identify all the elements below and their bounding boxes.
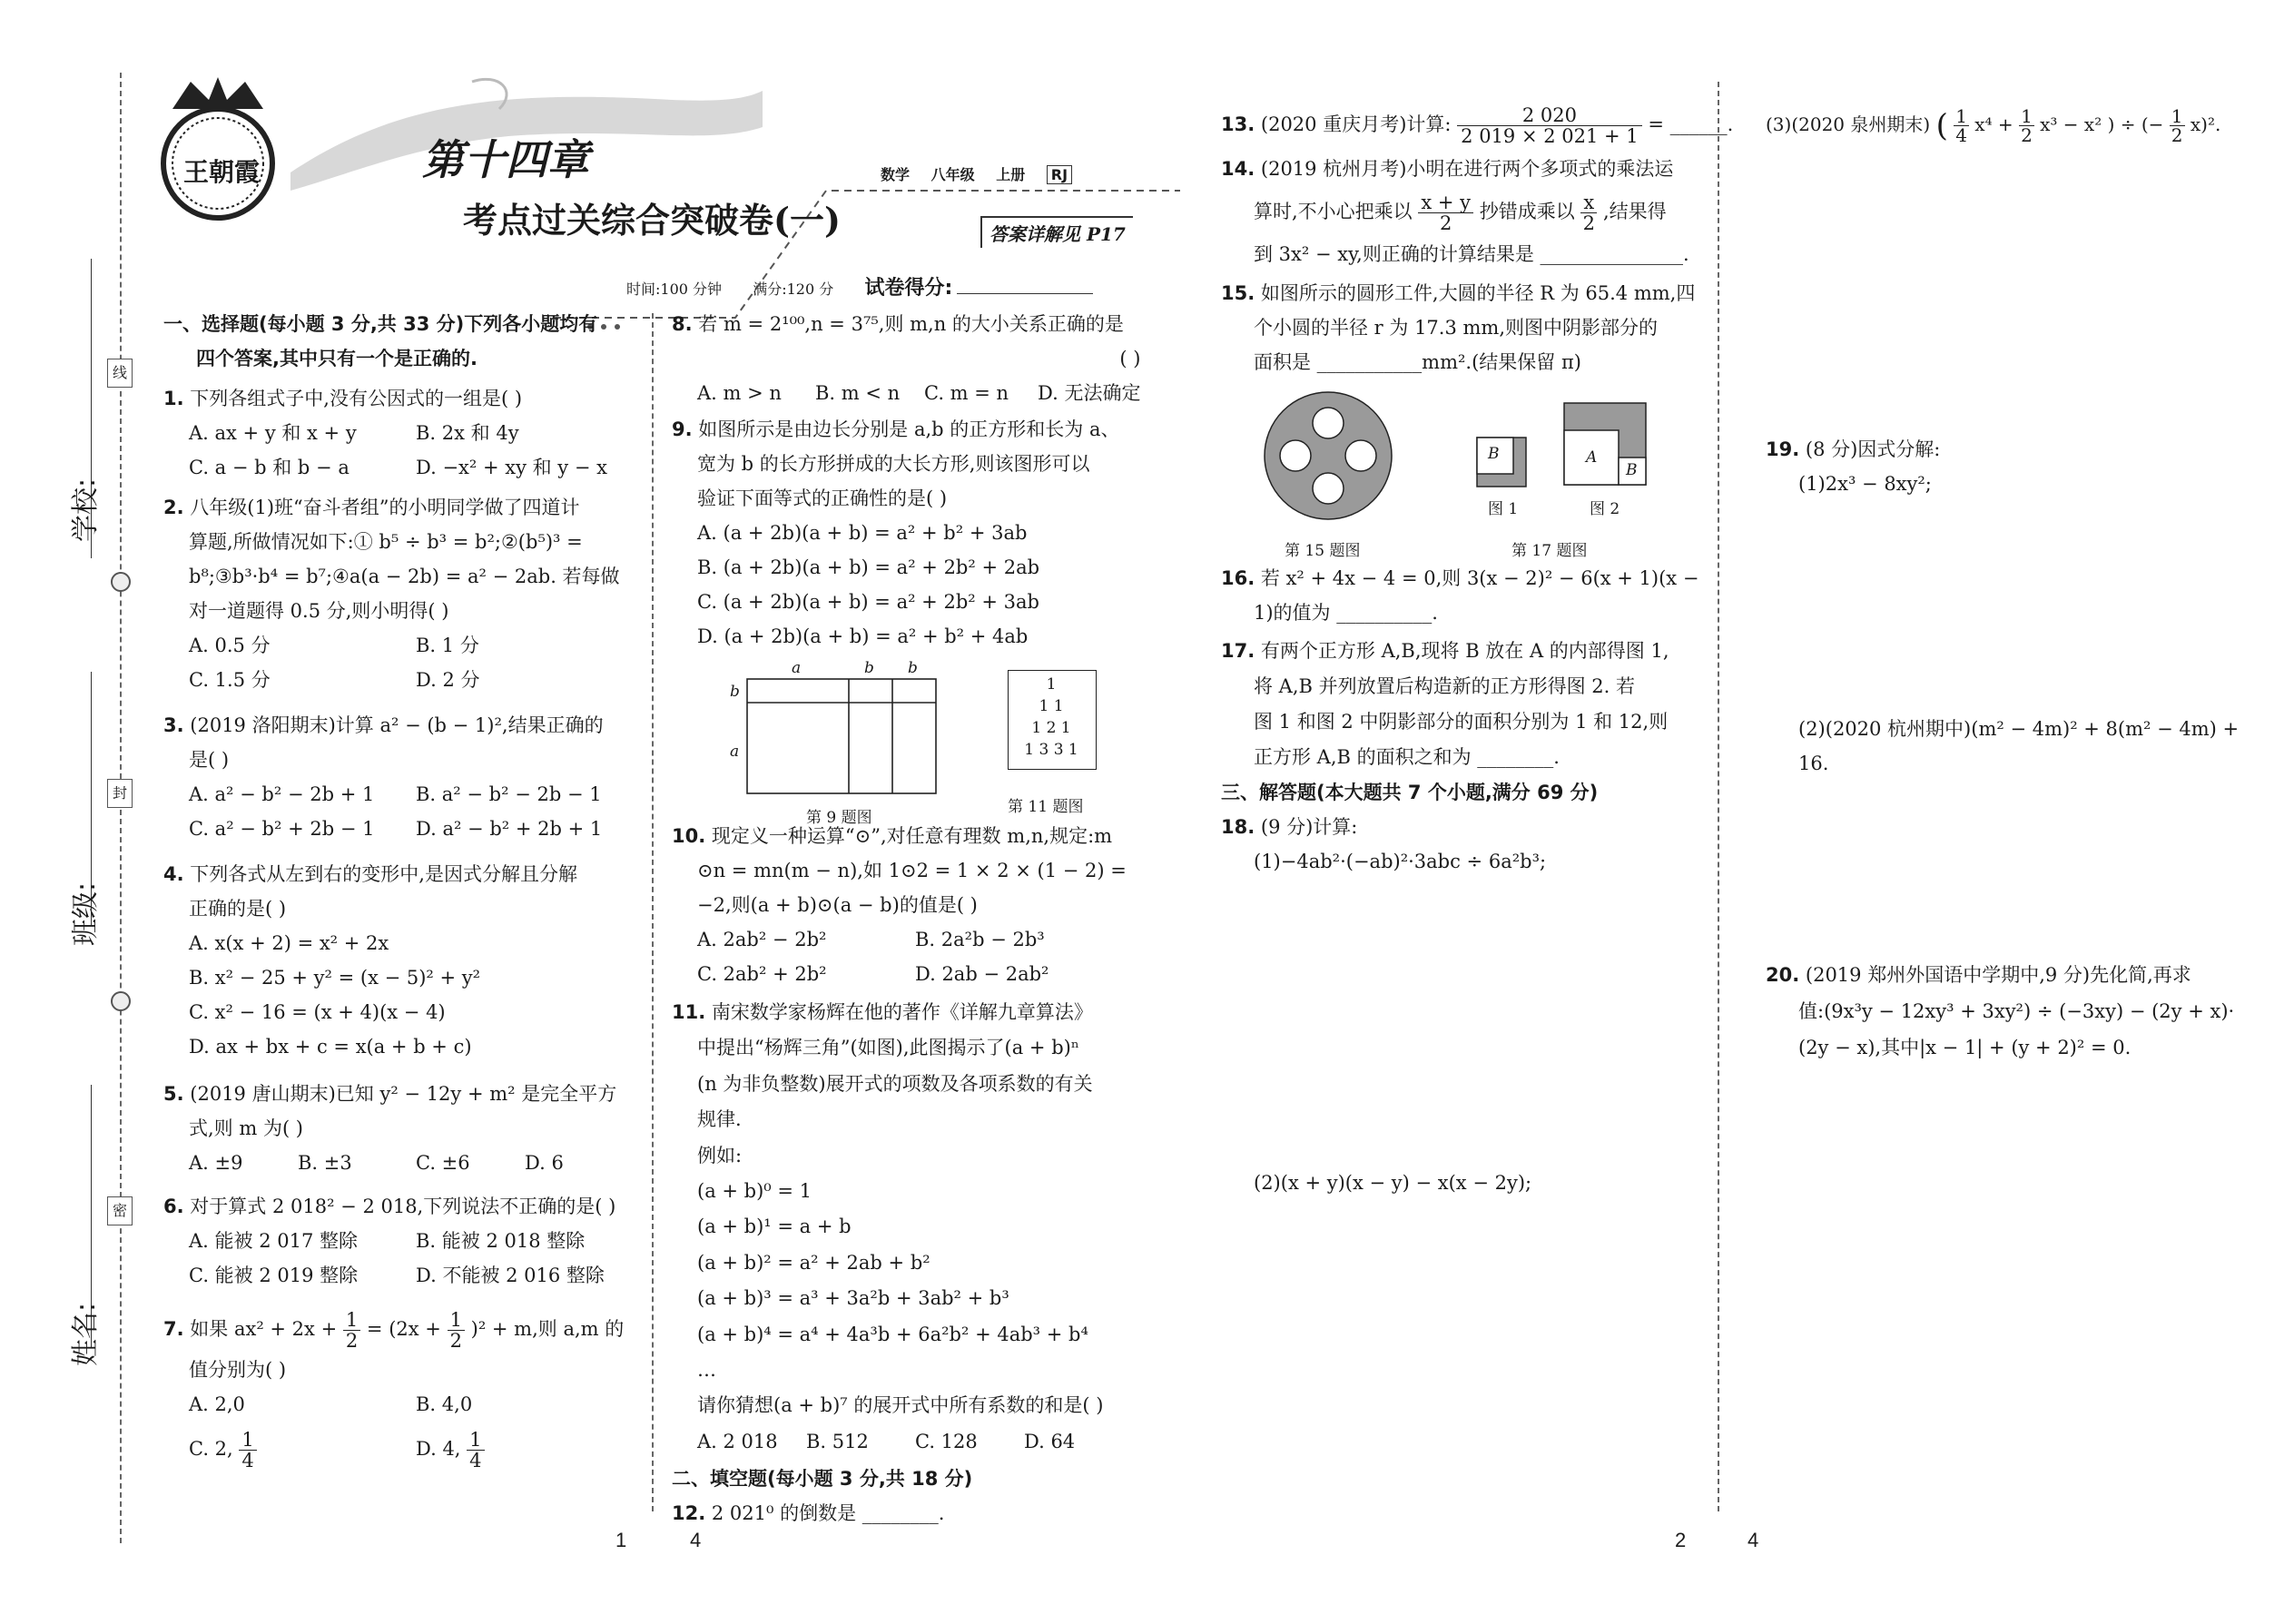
question-number: 2. xyxy=(163,497,184,518)
question-text: 现定义一种运算“⊙”,对任意有理数 m,n,规定:m xyxy=(711,825,1113,847)
option-c[interactable]: C. ±6 xyxy=(416,1152,470,1174)
question-17-blank[interactable]: 正方形 A,B 的面积之和为 ________. xyxy=(1254,746,1560,768)
question-number: 5. xyxy=(163,1083,184,1105)
question-text: (9 分)计算: xyxy=(1260,816,1358,838)
question-number: 15. xyxy=(1221,282,1255,304)
option-d[interactable]: D. 6 xyxy=(525,1152,564,1174)
question-number: 12. xyxy=(672,1502,706,1524)
question-text: 有两个正方形 A,B,现将 B 放在 A 的内部得图 1, xyxy=(1260,640,1669,662)
question-6 xyxy=(163,1189,615,1293)
fraction: $\frac{2 020}{2 019 \times 2 021 + 1}$ xyxy=(1457,105,1642,146)
section-fill-blank xyxy=(672,1462,972,1530)
fraction: $\frac{1}{2}$ xyxy=(343,1310,360,1351)
fraction: $\frac{1}{2}$ xyxy=(2021,105,2033,146)
example-line: (a + b)¹ = a + b xyxy=(697,1216,852,1238)
question-text: = (2x + xyxy=(366,1318,441,1340)
option-d[interactable]: D. 2 分 xyxy=(416,669,480,691)
fraction: $\frac{1}{2}$ xyxy=(448,1310,465,1351)
option-b[interactable]: B. a² − b² − 2b − 1 xyxy=(416,783,602,805)
binding-tag-seal: 封 xyxy=(107,779,133,808)
brand-logo-text: 王朝霞 xyxy=(183,157,261,187)
tag-subject: 数学 xyxy=(881,166,911,183)
question-text: (2019 杭州月考)小明在进行两个多项式的乘法运 xyxy=(1260,158,1674,180)
question-text: 抄错成乘以 xyxy=(1479,201,1575,222)
label-b-top: b xyxy=(908,659,918,677)
binding-dash-line xyxy=(120,73,122,1543)
question-text: 若 m = 2¹⁰⁰,n = 3⁷⁵,则 m,n 的大小关系正确的是 xyxy=(698,313,1124,335)
score-blank[interactable] xyxy=(957,293,1093,294)
question-number: 11. xyxy=(672,1001,706,1023)
question-1 xyxy=(163,381,607,485)
option-d[interactable]: D. −x² + xy 和 y − x xyxy=(416,457,607,478)
exam-info xyxy=(626,272,1093,300)
question-number: 4. xyxy=(163,863,184,885)
option-b[interactable]: B. 2x 和 4y xyxy=(416,422,519,444)
paper-title: 考点过关综合突破卷(一) xyxy=(463,200,841,241)
brand-logo xyxy=(154,73,281,227)
binding-margin xyxy=(0,0,127,1624)
question-text: 若 x² + 4x − 4 = 0,则 3(x − 2)² − 6(x + 1)(x − xyxy=(1260,567,1699,589)
question-text: 如果 ax² + 2x + xyxy=(190,1318,338,1340)
figure-15 xyxy=(1257,390,1403,560)
question-number: 6. xyxy=(163,1196,184,1217)
question-text: 验证下面等式的正确性的是( ) xyxy=(697,487,948,509)
question-text: 八年级(1)班“奋斗者组”的小明同学做了四道计 xyxy=(190,497,580,518)
question-text: 南宋数学家杨辉在他的著作《详解九章算法》 xyxy=(711,1001,1093,1023)
question-8 xyxy=(672,307,1140,410)
sub-question-1: (1)2x³ − 8xy²; xyxy=(1798,473,1932,495)
column-separator xyxy=(652,313,654,1511)
question-text: 图 1 和图 2 中阴影部分的面积分别为 1 和 12,则 xyxy=(1254,711,1669,733)
option-c[interactable]: C. 1.5 分 xyxy=(189,669,271,691)
label-b-top: b xyxy=(864,659,874,677)
fraction: $\frac{1}{4}$ xyxy=(1955,105,1967,146)
question-text: 如图所示的圆形工件,大圆的半径 R 为 65.4 mm,四 xyxy=(1260,282,1696,304)
question-number: 16. xyxy=(1221,567,1255,589)
fraction: $\frac{1}{2}$ xyxy=(2171,105,2183,146)
option-d[interactable]: D. a² − b² + 2b + 1 xyxy=(416,818,603,840)
page-total: 4 xyxy=(1748,1529,1759,1551)
page-number: 1 xyxy=(615,1529,627,1551)
question-text: −2,则(a + b)⊙(a − b)的值是( ) xyxy=(697,894,978,916)
question-text: 中提出“杨辉三角”(如图),此图揭示了(a + b)ⁿ xyxy=(697,1037,1079,1059)
label-b: B xyxy=(1488,445,1500,463)
circular-workpiece-diagram xyxy=(1257,390,1403,527)
option-b[interactable]: B. 1 分 xyxy=(416,635,479,656)
answer-blank[interactable]: = ______. xyxy=(1648,113,1734,135)
option-b[interactable]: B. 2a²b − 2b³ xyxy=(915,929,1045,950)
question-text: (2019 洛阳期末)计算 a² − (b − 1)²,结果正确的 xyxy=(190,714,604,736)
question-text: 如图所示是由边长分别是 a,b 的正方形和长为 a、 xyxy=(698,418,1120,440)
question-text: x)². xyxy=(2190,113,2221,135)
question-16-blank[interactable]: 1)的值为 __________. xyxy=(1254,602,1438,624)
question-text: (n 为非负整数)展开式的项数及各项系数的有关 xyxy=(697,1072,1093,1095)
option-b[interactable]: B. 能被 2 018 整除 xyxy=(416,1230,586,1252)
tag-grade: 八年级 xyxy=(930,166,975,183)
option-a[interactable]: A. 0.5 分 xyxy=(189,635,271,656)
option-c[interactable]: C. 128 xyxy=(915,1430,978,1452)
question-text: )² + m,则 a,m 的 xyxy=(470,1318,625,1340)
sub-question-3: (3)(2020 泉州期末) ( $\frac{1}{4}$ x⁴ + $\frac{1}{2}$ x³ − x² ) ÷ (− $\frac{1}{2}$ x)². xyxy=(1766,105,2221,146)
question-7 xyxy=(163,1305,624,1476)
question-3 xyxy=(163,708,604,846)
figure-1-label: 图 1 xyxy=(1488,500,1519,518)
question-text: 规律. xyxy=(697,1108,742,1131)
question-15 xyxy=(1221,276,1695,379)
rectangle-diagram xyxy=(726,659,962,813)
question-16 xyxy=(1221,561,1698,630)
example-line: (a + b)⁰ = 1 xyxy=(697,1180,812,1203)
section-heading: 三、解答题(本大题共 7 个小题,满分 69 分) xyxy=(1221,782,1599,803)
class-label: 班级: xyxy=(70,881,103,947)
option-c[interactable]: C. (a + 2b)(a + b) = a² + 2b² + 3ab xyxy=(697,591,1039,613)
figure-caption: 第 9 题图 xyxy=(806,809,872,827)
option-d[interactable]: D. (a + 2b)(a + b) = a² + b² + 4ab xyxy=(697,625,1029,647)
question-text: 值:(9x³y − 12xy³ + 3xy²) ÷ (−3xy) − (2y + x)· xyxy=(1798,1000,2235,1022)
option-d[interactable]: D. 64 xyxy=(1024,1430,1076,1452)
figure-caption: 第 11 题图 xyxy=(1008,798,1084,816)
example-line: … xyxy=(697,1359,716,1382)
question-19-part-2 xyxy=(1766,712,2239,781)
question-text: 将 A,B 并列放置后构造新的正方形得图 2. 若 xyxy=(1254,675,1636,697)
header xyxy=(136,73,1180,300)
sub-question-2: (2)(x + y)(x − y) − x(x − 2y); xyxy=(1254,1172,1532,1194)
school-label: 学校: xyxy=(70,477,103,543)
question-text: 个小圆的半径 r 为 17.3 mm,则图中阴影部分的 xyxy=(1254,317,1658,339)
fraction: $\frac{x}{2}$ xyxy=(1580,192,1597,233)
question-text: (2020 重庆月考)计算: xyxy=(1260,113,1452,135)
example-line: (a + b)² = a² + 2ab + b² xyxy=(697,1251,930,1274)
question-text: 对于算式 2 018² − 2 018,下列说法不正确的是( ) xyxy=(190,1196,616,1217)
question-text: 下列各组式子中,没有公因式的一组是( ) xyxy=(190,388,523,409)
answer-reference: 答案详解见 P17 xyxy=(980,216,1133,248)
option-a[interactable]: A. ±9 xyxy=(189,1152,243,1174)
figure-2-label: 图 2 xyxy=(1590,500,1620,518)
question-13 xyxy=(1221,102,1733,147)
question-number: 1. xyxy=(163,388,184,409)
option-a[interactable]: A. 2ab² − 2b² xyxy=(697,929,827,950)
question-text: 正确的是( ) xyxy=(189,898,287,920)
question-number: 9. xyxy=(672,418,693,440)
question-10 xyxy=(672,819,1127,991)
figure-11 xyxy=(980,670,1117,815)
example-line: (a + b)⁴ = a⁴ + 4a³b + 6a²b² + 4ab³ + b⁴ xyxy=(697,1323,1088,1345)
question-text: 对一道题得 0.5 分,则小明得( ) xyxy=(189,600,449,622)
option-b[interactable]: B. x² − 25 + y² = (x − 5)² + y² xyxy=(189,967,481,989)
option-a[interactable]: A. 能被 2 017 整除 xyxy=(189,1230,358,1252)
option-b[interactable]: B. (a + 2b)(a + b) = a² + 2b² + 2ab xyxy=(697,556,1040,578)
question-15-blank[interactable]: 面积是 ___________mm².(结果保留 π) xyxy=(1254,351,1581,373)
option-d[interactable]: D. 不能被 2 016 整除 xyxy=(416,1265,605,1286)
question-number: 17. xyxy=(1221,640,1255,662)
option-c[interactable]: C. 2ab² + 2b² xyxy=(697,963,827,985)
question-number: 19. xyxy=(1766,438,1800,460)
option-b[interactable]: B. m < n xyxy=(815,382,901,404)
option-c[interactable]: C. a² − b² + 2b − 1 xyxy=(189,818,375,840)
label-a: A xyxy=(1586,448,1598,467)
page-total: 4 xyxy=(690,1529,702,1551)
question-text: (3)(2020 泉州期末) xyxy=(1766,113,1931,135)
section-answer xyxy=(1221,775,1598,879)
option-a[interactable]: A. (a + 2b)(a + b) = a² + b² + 3ab xyxy=(697,522,1028,544)
question-text: 是( ) xyxy=(189,749,230,771)
question-text: (2019 郑州外国语中学期中,9 分)先化简,再求 xyxy=(1805,964,2191,986)
option-d[interactable]: D. ax + bx + c = x(a + b + c) xyxy=(189,1036,472,1058)
question-12-text[interactable]: 2 021⁰ 的倒数是 ________. xyxy=(711,1502,945,1524)
option-b[interactable]: B. 4,0 xyxy=(416,1393,473,1415)
question-19 xyxy=(1766,432,1940,501)
fraction: $\frac{x + y}{2}$ xyxy=(1418,192,1473,233)
option-d[interactable]: D. 2ab − 2ab² xyxy=(915,963,1049,985)
question-number: 10. xyxy=(672,825,706,847)
yanghui-triangle: 1 1 1 1 2 1 1 3 3 1 xyxy=(1024,675,1078,759)
option-b[interactable]: B. 512 xyxy=(806,1430,869,1452)
binding-tag-secret: 密 xyxy=(107,1196,133,1225)
question-number: 8. xyxy=(672,313,693,335)
option-a[interactable]: A. x(x + 2) = x² + 2x xyxy=(189,932,389,954)
question-text: 宽为 b 的长方形拼成的大长方形,则该图形可以 xyxy=(697,453,1090,475)
figure-17 xyxy=(1466,401,1711,560)
question-9 xyxy=(672,412,1119,654)
question-text: x³ − x² xyxy=(2040,113,2102,135)
figure-caption: 第 17 题图 xyxy=(1511,542,1588,560)
section-choice xyxy=(163,307,597,376)
name-label: 姓名: xyxy=(70,1302,103,1367)
question-14-blank[interactable]: 到 3x² − xy,则正确的计算结果是 _______________. xyxy=(1254,243,1689,265)
question-4 xyxy=(163,857,577,1064)
option-a[interactable]: A. 2 018 xyxy=(697,1430,778,1452)
question-text: b⁸;③b³·b⁴ = b⁷;④a(a − 2b) = a² − 2ab. 若每做 xyxy=(189,566,620,587)
option-b[interactable]: B. ±3 xyxy=(298,1152,352,1174)
question-text: ,结果得 xyxy=(1602,201,1667,222)
label-b-left: b xyxy=(730,683,740,701)
option-a[interactable]: A. 2,0 xyxy=(189,1393,245,1415)
exam-time: 时间:100 分钟 xyxy=(626,281,723,298)
option-c[interactable]: C. x² − 16 = (x + 4)(x − 4) xyxy=(189,1001,446,1023)
option-a[interactable]: A. ax + y 和 x + y xyxy=(189,422,357,444)
score-label: 试卷得分: xyxy=(864,277,953,300)
question-text: (8 分)因式分解: xyxy=(1805,438,1941,460)
question-text: (2y − x),其中|x − 1| + (y + 2)² = 0. xyxy=(1798,1037,2132,1058)
exam-full-score: 满分:120 分 xyxy=(753,281,834,298)
question-text: 请你猜想(a + b)⁷ 的展开式中所有系数的和是( ) xyxy=(697,1394,1104,1417)
question-5 xyxy=(163,1077,616,1180)
binding-hole-icon xyxy=(111,572,131,592)
question-number: 7. xyxy=(163,1318,184,1340)
sub-question-2-cont: 16. xyxy=(1798,753,1829,774)
label-b: B xyxy=(1626,461,1638,479)
option-c[interactable]: C. a − b 和 b − a xyxy=(189,457,350,478)
option-a[interactable]: A. a² − b² − 2b + 1 xyxy=(189,783,375,805)
binding-tag-line: 线 xyxy=(107,359,133,388)
option-d[interactable]: D. 4, $\frac{1}{4}$ xyxy=(416,1422,485,1476)
question-text: 下列各式从左到右的变形中,是因式分解且分解 xyxy=(190,863,577,885)
chapter-title: 第十四章 xyxy=(422,135,589,184)
example-line: (a + b)³ = a³ + 3a²b + 3ab² + b³ xyxy=(697,1287,1009,1310)
section-heading: 一、选择题(每小题 3 分,共 33 分)下列各小题均有 xyxy=(163,313,598,335)
question-text: 算题,所做情况如下:① b⁵ ÷ b³ = b²;②(b⁵)³ = xyxy=(189,531,583,553)
section-heading: 二、填空题(每小题 3 分,共 18 分) xyxy=(672,1468,973,1490)
binding-hole-icon xyxy=(111,991,131,1011)
answer-paren[interactable]: ( ) xyxy=(1119,348,1141,369)
label-a-left: a xyxy=(730,743,740,761)
tag-volume: 上册 xyxy=(996,166,1026,183)
tag-edition: RJ xyxy=(1047,165,1072,184)
question-number: 18. xyxy=(1221,816,1255,838)
figure-9 xyxy=(726,659,962,827)
question-text: (2019 唐山期末)已知 y² − 12y + m² 是完全平方 xyxy=(190,1083,617,1105)
column-separator xyxy=(1718,82,1719,1511)
figure-caption: 第 15 题图 xyxy=(1285,542,1361,560)
question-text: 例如: xyxy=(697,1144,743,1166)
question-11 xyxy=(672,995,1103,1460)
question-text: 值分别为( ) xyxy=(189,1359,287,1381)
page-number: 2 xyxy=(1675,1529,1687,1551)
question-text: 式,则 m 为( ) xyxy=(189,1117,303,1139)
label-a-top: a xyxy=(792,659,802,677)
question-14 xyxy=(1221,151,1689,272)
question-number: 20. xyxy=(1766,964,1800,986)
option-c[interactable]: C. 2, $\frac{1}{4}$ xyxy=(189,1422,416,1476)
question-text: ) ÷ (− xyxy=(2107,113,2164,135)
question-20 xyxy=(1766,957,2234,1066)
sub-question-2: (2)(2020 杭州期中)(m² − 4m)² + 8(m² − 4m) + xyxy=(1798,718,2240,740)
section-heading-cont: 四个答案,其中只有一个是正确的. xyxy=(196,348,478,369)
question-number: 13. xyxy=(1221,113,1255,135)
question-17 xyxy=(1221,634,1669,775)
question-number: 14. xyxy=(1221,158,1255,180)
option-c[interactable]: C. 能被 2 019 整除 xyxy=(189,1265,359,1286)
option-d[interactable]: D. 无法确定 xyxy=(1038,382,1141,404)
question-2 xyxy=(163,490,620,697)
question-text: x⁴ + xyxy=(1974,113,2020,135)
question-number: 3. xyxy=(163,714,184,736)
question-text: 算时,不小心把乘以 xyxy=(1254,201,1413,222)
option-c[interactable]: C. m = n xyxy=(924,382,1009,404)
option-a[interactable]: A. m > n xyxy=(697,382,782,404)
question-text: ⊙n = mn(m − n),如 1⊙2 = 1 × 2 × (1 − 2) = xyxy=(697,860,1127,881)
sub-question-1: (1)−4ab²·(−ab)²·3abc ÷ 6a²b³; xyxy=(1254,851,1547,872)
